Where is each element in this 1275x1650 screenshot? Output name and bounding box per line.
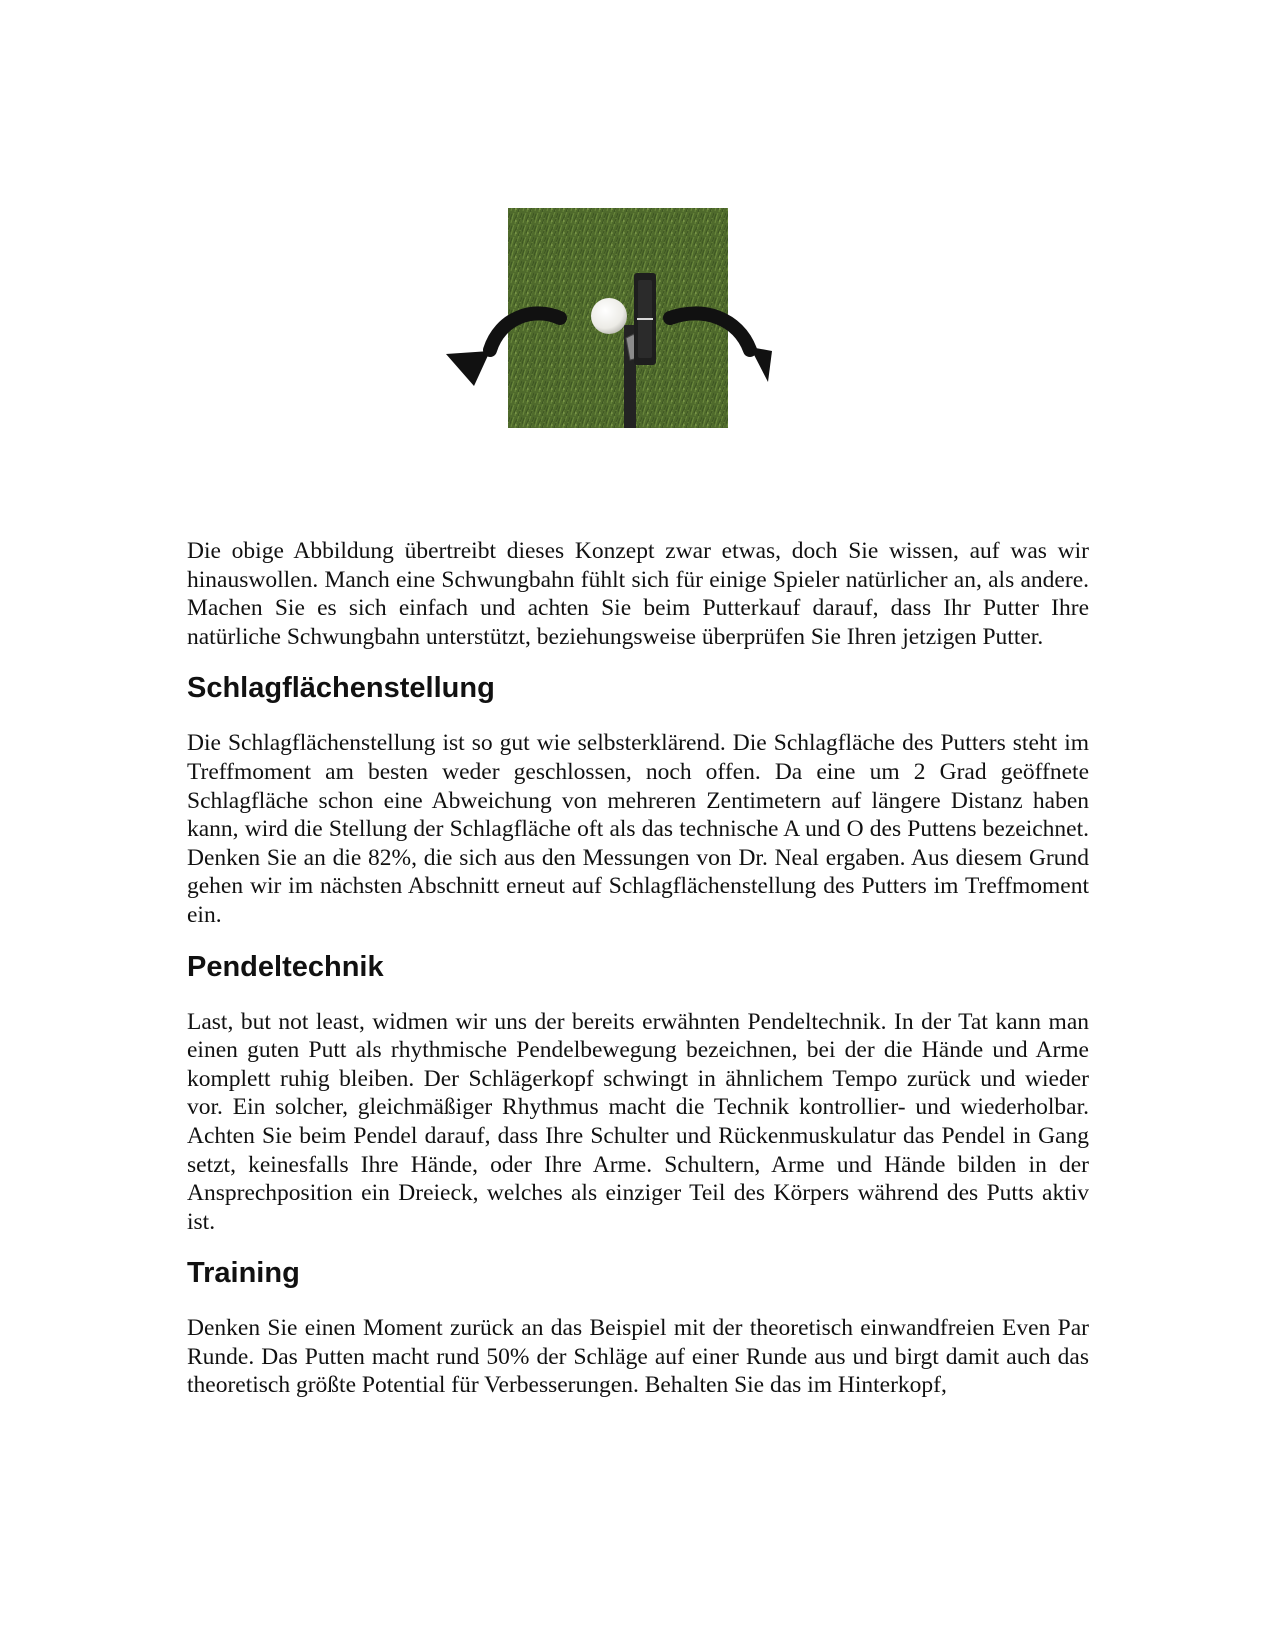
left-arrowhead (446, 351, 490, 386)
right-arrowhead (750, 347, 772, 382)
paragraph-schlagflaechenstellung: Die Schlagflächenstellung ist so gut wie selbsterklärend. Die Schlagfläche des Putters steht im Treffmoment am besten weder geschlossen, noch offen. Da eine um 2 Grad geöffnete Schlagfläche schon eine Abweichung von mehreren Zentimetern auf längere Distanz haben kann, wird die Stellung der Schlagfläche oft als das technische A und O des Puttens bezeichnet. Denken Sie an die 82%, die sich aus den Messungen von Dr. Neal ergaben. Aus diesem Grund gehen wir im nächsten Abschnitt erneut auf Schlagflächenstellung des Putters im Treffmoment ein. (187, 730, 1089, 928)
golf-ball (591, 298, 627, 334)
document-body (187, 537, 1089, 1400)
putting-illustration (438, 200, 838, 460)
heading-training: Training (187, 1257, 300, 1290)
paragraph-training: Denken Sie einen Moment zurück an das Beispiel mit der theoretisch einwandfreien Even Par Runde. Das Putten macht rund 50% der Schläge auf einer Runde aus und birgt damit auch das theoretisch größte Potential für Verbesserungen. Behalten Sie das im Hinterkopf, (187, 1315, 1089, 1399)
heading-schlagflaechenstellung: Schlagflächenstellung (187, 672, 495, 705)
putting-figure (438, 200, 838, 460)
paragraph-pendeltechnik: Last, but not least, widmen wir uns der bereits erwähnten Pendeltechnik. In der Tat kann man einen guten Putt als rhythmische Pendelbewegung bezeichnen, bei der die Hände und Arme komplett ruhig bleiben. Der Schlägerkopf schwingt in ähnlichem Tempo zurück und wieder vor. Ein solcher, gleichmäßiger Rhythmus macht die Technik kontrollier- und wiederholbar. Achten Sie beim Pendel darauf, dass Ihre Schulter und Rückenmuskulatur das Pendel in Gang setzt, keinesfalls Ihre Hände, oder Ihre Arme. Schultern, Arme und Hände bilden in der Ansprechposition ein Dreieck, welches als einziger Teil des Körpers während des Putts aktiv ist. (187, 1008, 1089, 1235)
heading-pendeltechnik: Pendeltechnik (187, 950, 384, 983)
paragraph-intro: Die obige Abbildung übertreibt dieses Konzept zwar etwas, doch Sie wissen, auf was wir hinauswollen. Manch eine Schwungbahn fühlt sich für einige Spieler natürlicher an, als andere. Machen Sie es sich einfach und achten Sie beim Putterkauf darauf, dass Ihr Putter Ihre natürliche Schwungbahn unterstützt, beziehungsweise überprüfen Sie Ihren jetzigen Putter. (187, 538, 1089, 650)
